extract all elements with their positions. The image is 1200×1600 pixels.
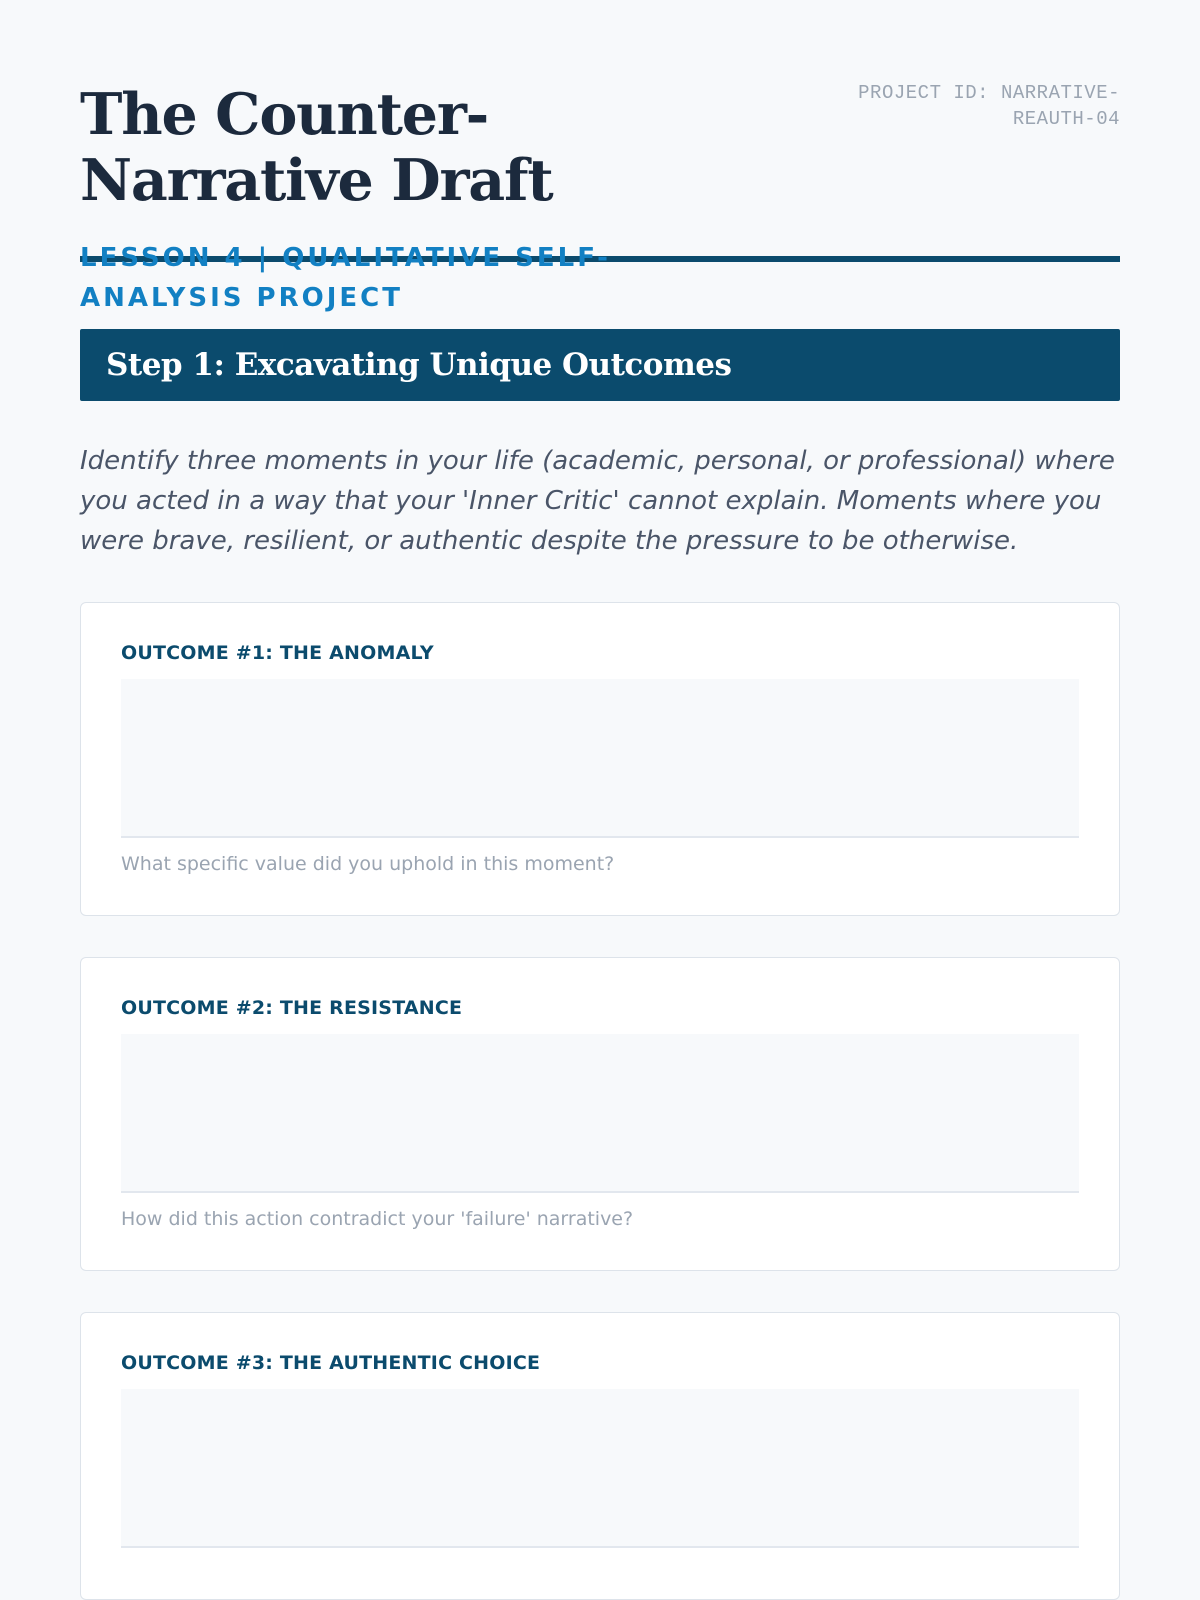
step-1-heading bbox=[80, 329, 1120, 401]
outcome-2-label: OUTCOME #2: THE RESISTANCE bbox=[121, 997, 463, 1019]
outcome-card-1 bbox=[80, 602, 1120, 916]
outcome-3-response-field[interactable] bbox=[121, 1389, 1079, 1548]
step-1-instructions: Identify three moments in your life (academic, personal, or professional) where you acted in a way that your 'Inner Critic' cannot explain. Moments where you were brave, resilient, or authentic despite the pressure to be otherwise. bbox=[80, 446, 1115, 556]
page-header bbox=[80, 0, 1120, 313]
step-1-heading-text: Step 1: Excavating Unique Outcomes bbox=[106, 347, 732, 383]
outcome-3-label: OUTCOME #3: THE AUTHENTIC CHOICE bbox=[121, 1352, 541, 1374]
outcome-card-2 bbox=[80, 957, 1120, 1271]
outcome-1-label: OUTCOME #1: THE ANOMALY bbox=[121, 642, 434, 664]
outcome-2-prompt: How did this action contradict your 'failure' narrative? bbox=[121, 1208, 634, 1230]
outcome-cards bbox=[80, 602, 1120, 1600]
page-title: The Counter-Narrative Draft bbox=[80, 81, 553, 214]
outcome-1-prompt: What specific value did you uphold in this moment? bbox=[121, 853, 615, 875]
outcome-card-3 bbox=[80, 1312, 1120, 1600]
page-subtitle: LESSON 4 | QUALITATIVE SELF-ANALYSIS PROJECT bbox=[80, 243, 611, 313]
outcome-1-response-field[interactable] bbox=[121, 679, 1079, 838]
project-id: PROJECT ID: NARRATIVE-REAUTH-04 bbox=[858, 82, 1120, 130]
outcome-2-response-field[interactable] bbox=[121, 1034, 1079, 1193]
